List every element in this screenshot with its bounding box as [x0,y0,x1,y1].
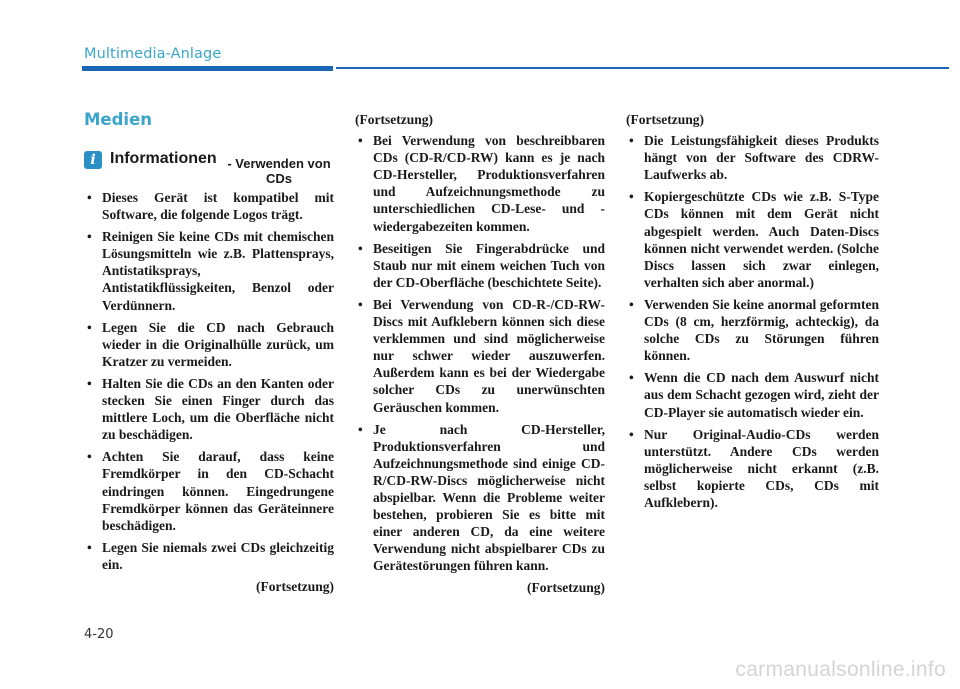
info-icon: i [84,151,102,169]
list-item: • Verwenden Sie keine anormal geformten CDs (8 cm, herzförmig, achteckig), da solche CDs zu Störungen führen können. [626,296,879,364]
section-heading: Medien [84,110,153,129]
bullet-list [626,132,879,511]
list-item: • Bei Verwendung von CD-R-/CD-RW-Discs mit Aufklebern können sich diese verklemmen und sind möglicherweise nur schwer wieder auszuwerfen. Außerdem kann es bei der Wiedergabe solcher CDs zu unerwünschten Geräuschen kommen. [355,296,605,416]
header-rule-thick [82,66,333,71]
text-column-1 [84,189,334,595]
list-item: • Achten Sie darauf, dass keine Fremdkörper in den CD-Schacht eindringen können. Eingedrungene Fremdkörper können das Geräteinnere beschädigen. [84,448,334,533]
list-item: • Halten Sie die CDs an den Kanten oder stecken Sie einen Finger durch das mittlere Loch, um die Oberfläche nicht zu beschädigen. [84,375,334,443]
list-item: • Legen Sie die CD nach Gebrauch wieder in die Originalhülle zurück, um Kratzer zu vermeiden. [84,319,334,370]
bullet-list [84,189,334,573]
list-item: • Beseitigen Sie Fingerabdrücke und Staub nur mit einem weichen Tuch von der CD-Oberfläche (beschichtete Seite). [355,240,605,291]
bullet-list [355,132,605,574]
watermark: carmanualsonline.info [735,658,946,681]
text-column-3 [626,111,879,516]
list-item: • Die Leistungsfähigkeit dieses Produkts hängt von der Software des CDRW-Laufwerks ab. [626,132,879,183]
list-item: • Legen Sie niemals zwei CDs gleichzeitig ein. [84,539,334,573]
continued-header: (Fortsetzung) [355,112,433,127]
list-item: • Kopiergeschützte CDs wie z.B. S-Type CDs können mit dem Gerät nicht abgespielt werden. Auch Daten-Discs können nicht verwendet werden. (Solche Discs lassen sich zwar einlegen, verhalten sich aber anormal.) [626,188,879,291]
header-rule-thin [336,67,949,69]
list-item: • Je nach CD-Hersteller, Produktionsverfahren und Aufzeichnungsmethode sind einige CD-R/CD-RW-Discs möglicherweise nicht abspielbar. Wenn die Probleme weiter bestehen, probieren Sie es bitte mit einer anderen CD, da eine weitere Verwendung nicht abspielbarer CDs zu Gerätestörungen führen kann. [355,421,605,575]
list-item: • Wenn die CD nach dem Auswurf nicht aus dem Schacht gezogen wird, zieht der CD-Player sie automatisch wieder ein. [626,369,879,420]
continued-footer: (Fortsetzung) [527,580,605,596]
page-number: 4-20 [84,627,114,642]
list-item: • Reinigen Sie keine CDs mit chemischen Lösungsmitteln wie z.B. Plattensprays, Antistatiksprays, Antistatikflüssigkeiten, Benzol oder Verdünnern. [84,228,334,313]
info-box-title: Informationen [110,150,217,167]
continued-footer: (Fortsetzung) [256,578,334,594]
continued-header: (Fortsetzung) [626,112,704,127]
info-box-subtitle: - Verwenden von CDs [227,156,331,186]
list-item: • Nur Original-Audio-CDs werden unterstützt. Andere CDs werden möglicherweise nicht erkannt (z.B. selbst kopierte CDs, CDs mit Aufklebern). [626,426,879,511]
list-item: • Bei Verwendung von beschreibbaren CDs (CD-R/CD-RW) kann es je nach CD-Hersteller, Produktionsverfahren und Aufzeichnungsmethode zu unterschiedlichen CD-Lese- und -wiedergabezeiten kommen. [355,132,605,235]
text-column-2 [355,111,605,597]
chapter-title: Multimedia-Anlage [84,46,222,62]
list-item: • Dieses Gerät ist kompatibel mit Software, die folgende Logos trägt. [84,189,334,223]
